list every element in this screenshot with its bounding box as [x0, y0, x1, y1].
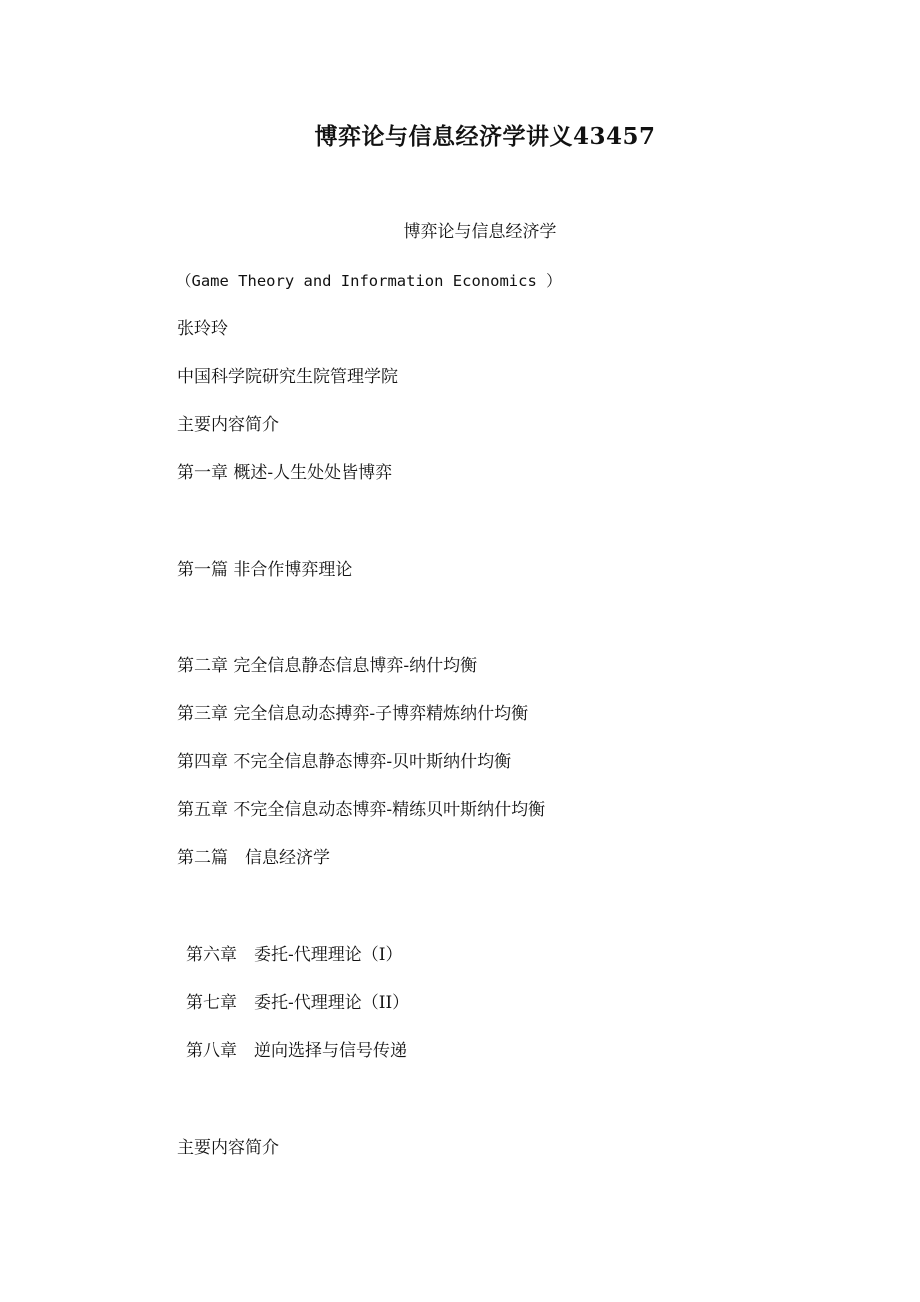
author-name: 张玲玲: [177, 319, 228, 339]
section-heading-intro-2: 主要内容简介: [177, 1138, 279, 1158]
toc-chapter-6: 第六章 委托-代理理论（I）: [186, 945, 403, 965]
toc-part-2: 第二篇 信息经济学: [177, 848, 330, 868]
toc-chapter-1: 第一章 概述-人生处处皆博弈: [177, 463, 393, 483]
author-affiliation: 中国科学院研究生院管理学院: [177, 367, 398, 387]
english-title: （Game Theory and Information Economics ）: [176, 272, 562, 290]
toc-chapter-3: 第三章 完全信息动态搏弈-子博弈精炼纳什均衡: [177, 704, 529, 724]
toc-chapter-7: 第七章 委托-代理理论（II）: [186, 993, 410, 1013]
toc-chapter-5: 第五章 不完全信息动态博弈-精练贝叶斯纳什均衡: [177, 800, 546, 820]
document-subtitle: 博弈论与信息经济学: [403, 222, 557, 242]
document-title: 博弈论与信息经济学讲义43457: [314, 123, 656, 150]
toc-chapter-4: 第四章 不完全信息静态博弈-贝叶斯纳什均衡: [177, 752, 512, 772]
section-heading-intro: 主要内容简介: [177, 415, 279, 435]
toc-chapter-2: 第二章 完全信息静态信息博弈-纳什均衡: [177, 656, 478, 676]
toc-part-1: 第一篇 非合作博弈理论: [177, 560, 353, 580]
toc-chapter-8: 第八章 逆向选择与信号传递: [186, 1041, 407, 1061]
